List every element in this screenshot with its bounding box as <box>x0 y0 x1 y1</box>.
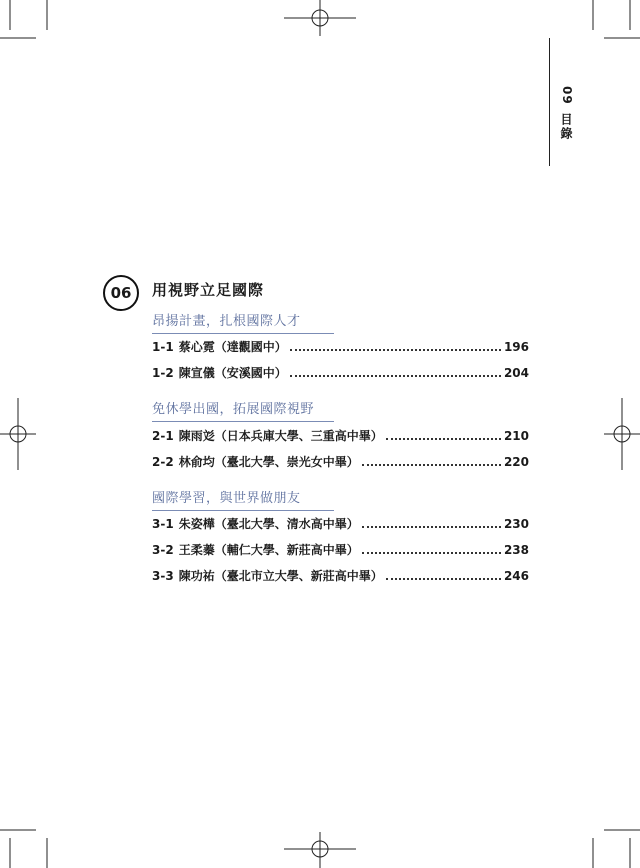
toc-entry[interactable] <box>152 427 529 445</box>
dot-leader <box>386 570 501 580</box>
side-rule <box>549 38 550 166</box>
entry-title: 王柔蓁（輔仁大學、新莊高中畢） <box>178 543 359 557</box>
toc-entry[interactable] <box>152 567 529 585</box>
toc-entry[interactable] <box>152 338 529 356</box>
toc-entry[interactable] <box>152 515 529 533</box>
entry-page: 210 <box>503 429 529 443</box>
entry-page: 196 <box>503 340 529 354</box>
section-heading: 昂揚計畫，扎根國際人才 <box>152 310 334 334</box>
dot-leader <box>386 430 501 440</box>
toc-entry[interactable] <box>152 541 529 559</box>
dot-leader <box>290 341 501 351</box>
entry-number: 3-2 <box>152 543 174 557</box>
dot-leader <box>362 518 501 528</box>
entry-number: 3-1 <box>152 517 174 531</box>
side-page-number: 09 <box>560 86 574 105</box>
entry-title: 蔡心霓（達觀國中） <box>178 340 287 354</box>
entry-number: 3-3 <box>152 569 174 583</box>
entry-title: 林俞均（臺北大學、崇光女中畢） <box>178 455 359 469</box>
chapter-title: 用視野立足國際 <box>152 281 265 299</box>
entry-number: 2-2 <box>152 455 174 469</box>
entry-page: 246 <box>503 569 529 583</box>
entry-page: 238 <box>503 543 529 557</box>
dot-leader <box>362 456 501 466</box>
section-heading: 國際學習，與世界做朋友 <box>152 487 334 511</box>
entry-title: 陳雨彣（日本兵庫大學、三重高中畢） <box>178 429 383 443</box>
entry-page: 220 <box>503 455 529 469</box>
entry-title: 陳功祐（臺北市立大學、新莊高中畢） <box>178 569 383 583</box>
toc-entry[interactable] <box>152 364 529 382</box>
toc-entry[interactable] <box>152 453 529 471</box>
entry-page: 204 <box>503 366 529 380</box>
chapter-number-badge: 06 <box>103 275 139 311</box>
side-section-title: 目錄 <box>559 113 573 141</box>
entry-number: 2-1 <box>152 429 174 443</box>
entry-title: 朱姿樺（臺北大學、清水高中畢） <box>178 517 359 531</box>
dot-leader <box>362 544 501 554</box>
section-heading: 免休學出國，拓展國際視野 <box>152 398 334 422</box>
entry-number: 1-2 <box>152 366 174 380</box>
entry-title: 陳宣儀（安溪國中） <box>178 366 287 380</box>
entry-number: 1-1 <box>152 340 174 354</box>
dot-leader <box>290 367 501 377</box>
entry-page: 230 <box>503 517 529 531</box>
